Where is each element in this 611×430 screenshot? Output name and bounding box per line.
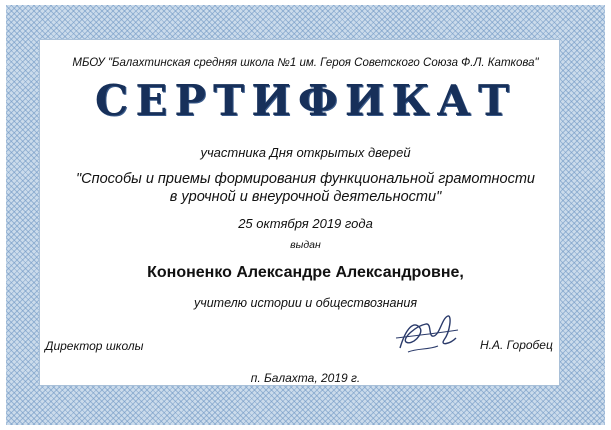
event-date: 25 октября 2019 года: [238, 216, 373, 231]
event-name: [0, 170, 611, 206]
issued-label: выдан: [290, 239, 321, 251]
director-name: Н.А. Горобец: [480, 338, 553, 352]
event-name-line-2: в урочной и внеурочной деятельности": [169, 189, 442, 205]
director-label: Директор школы: [45, 339, 144, 353]
recipient-name: Кононенко Александре Александровне,: [147, 264, 464, 281]
event-name-line-1: "Способы и приемы формирования функциональной грамотности: [76, 171, 535, 187]
place-and-year: п. Балахта, 2019 г.: [250, 371, 361, 385]
participant-line: участника Дня открытых дверей: [200, 145, 411, 160]
school-name: МБОУ "Балахтинская средняя школа №1 им. Героя Советского Союза Ф.Л. Каткова": [72, 57, 539, 69]
recipient-position: учителю истории и обществознания: [193, 296, 418, 310]
certificate-title: СЕРТИФИКАТ: [94, 76, 517, 125]
signature-icon: [392, 308, 462, 360]
